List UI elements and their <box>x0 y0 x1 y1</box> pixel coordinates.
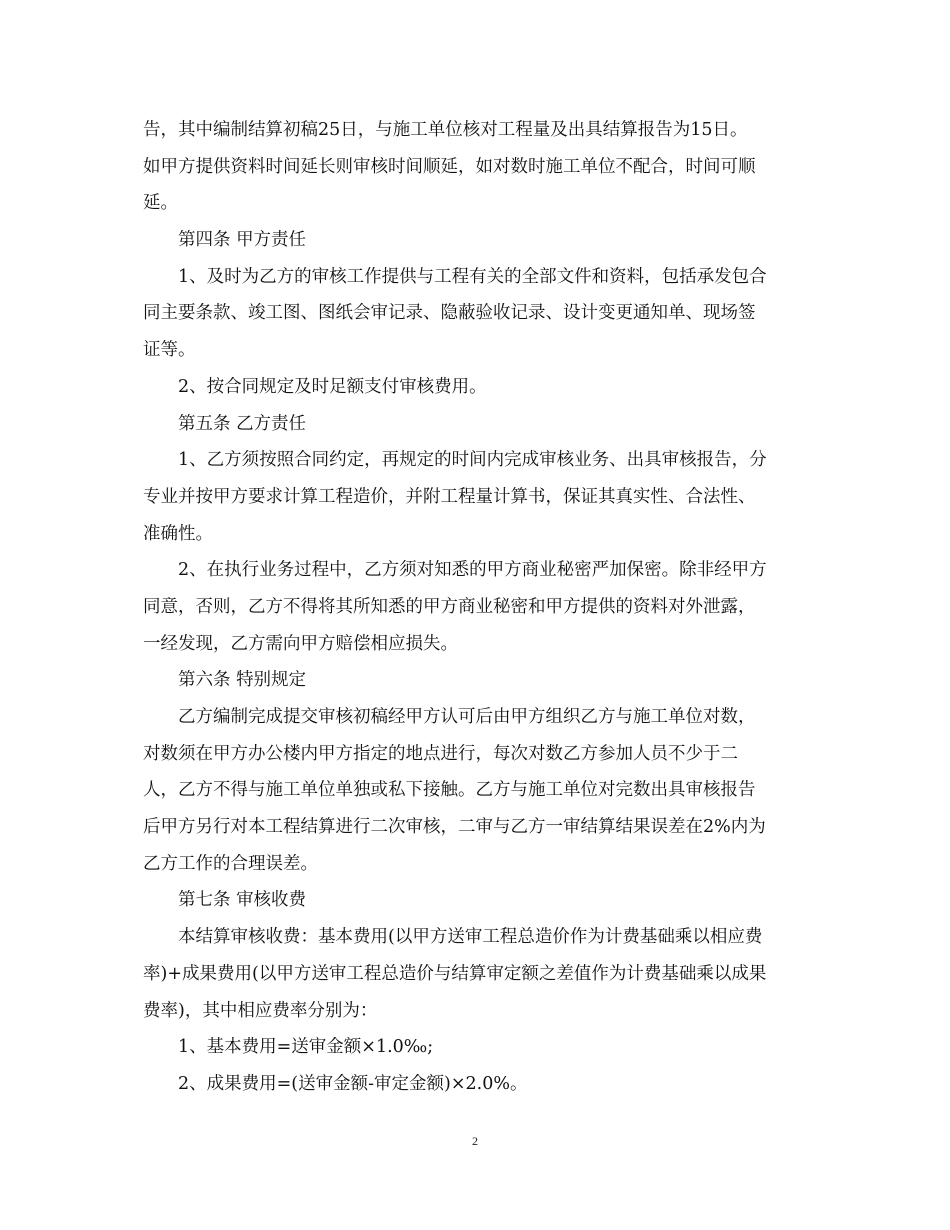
text-line: 费率)，其中相应费率分别为： <box>143 1000 378 1021</box>
text-line: 本结算审核收费：基本费用(以甲方送审工程总造价作为计费基础乘以相应费 <box>178 927 763 948</box>
text-line: 一经发现，乙方需向甲方赔偿相应损失。 <box>143 633 458 654</box>
text-line: 同意，否则，乙方不得将其所知悉的甲方商业秘密和甲方提供的资料对外泄露， <box>143 596 756 617</box>
text-line: 如甲方提供资料时间延长则审核时间顺延，如对数时施工单位不配合，时间可顺 <box>143 156 756 177</box>
text-line: 乙方编制完成提交审核初稿经甲方认可后由甲方组织乙方与施工单位对数， <box>178 707 756 727</box>
text-line: 人，乙方不得与施工单位单独或私下接触。乙方与施工单位对完数出具审核报告 <box>143 780 756 801</box>
text-line: 证等。 <box>143 340 196 361</box>
text-line: 2、成果费用=(送审金额-审定金额)×2.0%。 <box>178 1073 528 1094</box>
document-body <box>143 112 808 1103</box>
text-line: 对数须在甲方办公楼内甲方指定的地点进行，每次对数乙方参加人员不少于二 <box>143 743 738 764</box>
text-line: 2、按合同规定及时足额支付审核费用。 <box>178 376 487 397</box>
text-line: 1、及时为乙方的审核工作提供与工程有关的全部文件和资料，包括承发包合 <box>178 266 767 287</box>
text-line: 乙方工作的合理误差。 <box>143 853 318 874</box>
text-line: 后甲方另行对本工程结算进行二次审核，二审与乙方一审结算结果误差在2%内为 <box>143 817 766 838</box>
text-line: 1、乙方须按照合同约定，再规定的时间内完成审核业务、出具审核报告，分 <box>178 450 767 471</box>
page-number: 2 <box>472 1134 478 1148</box>
text-line: 延。 <box>143 193 178 214</box>
section-heading: 第五条 乙方责任 <box>178 413 307 434</box>
text-line: 1、基本费用=送审金额×1.0‰; <box>178 1037 434 1058</box>
text-line: 专业并按甲方要求计算工程造价，并附工程量计算书，保证其真实性、合法性、 <box>143 486 756 507</box>
text-line: 同主要条款、竣工图、图纸会审记录、隐蔽验收记录、设计变更通知单、现场签 <box>143 303 756 324</box>
section-heading: 第六条 特别规定 <box>178 670 307 691</box>
text-line: 准确性。 <box>143 523 213 544</box>
section-heading: 第七条 审核收费 <box>178 890 307 911</box>
text-line: 率)+成果费用(以甲方送审工程总造价与结算审定额之差值作为计费基础乘以成果 <box>143 963 767 984</box>
text-line: 2、在执行业务过程中，乙方须对知悉的甲方商业秘密严加保密。除非经甲方 <box>178 560 767 581</box>
section-heading: 第四条 甲方责任 <box>178 230 307 251</box>
text-line: 告，其中编制结算初稿25日，与施工单位核对工程量及出具结算报告为15日。 <box>143 120 748 140</box>
